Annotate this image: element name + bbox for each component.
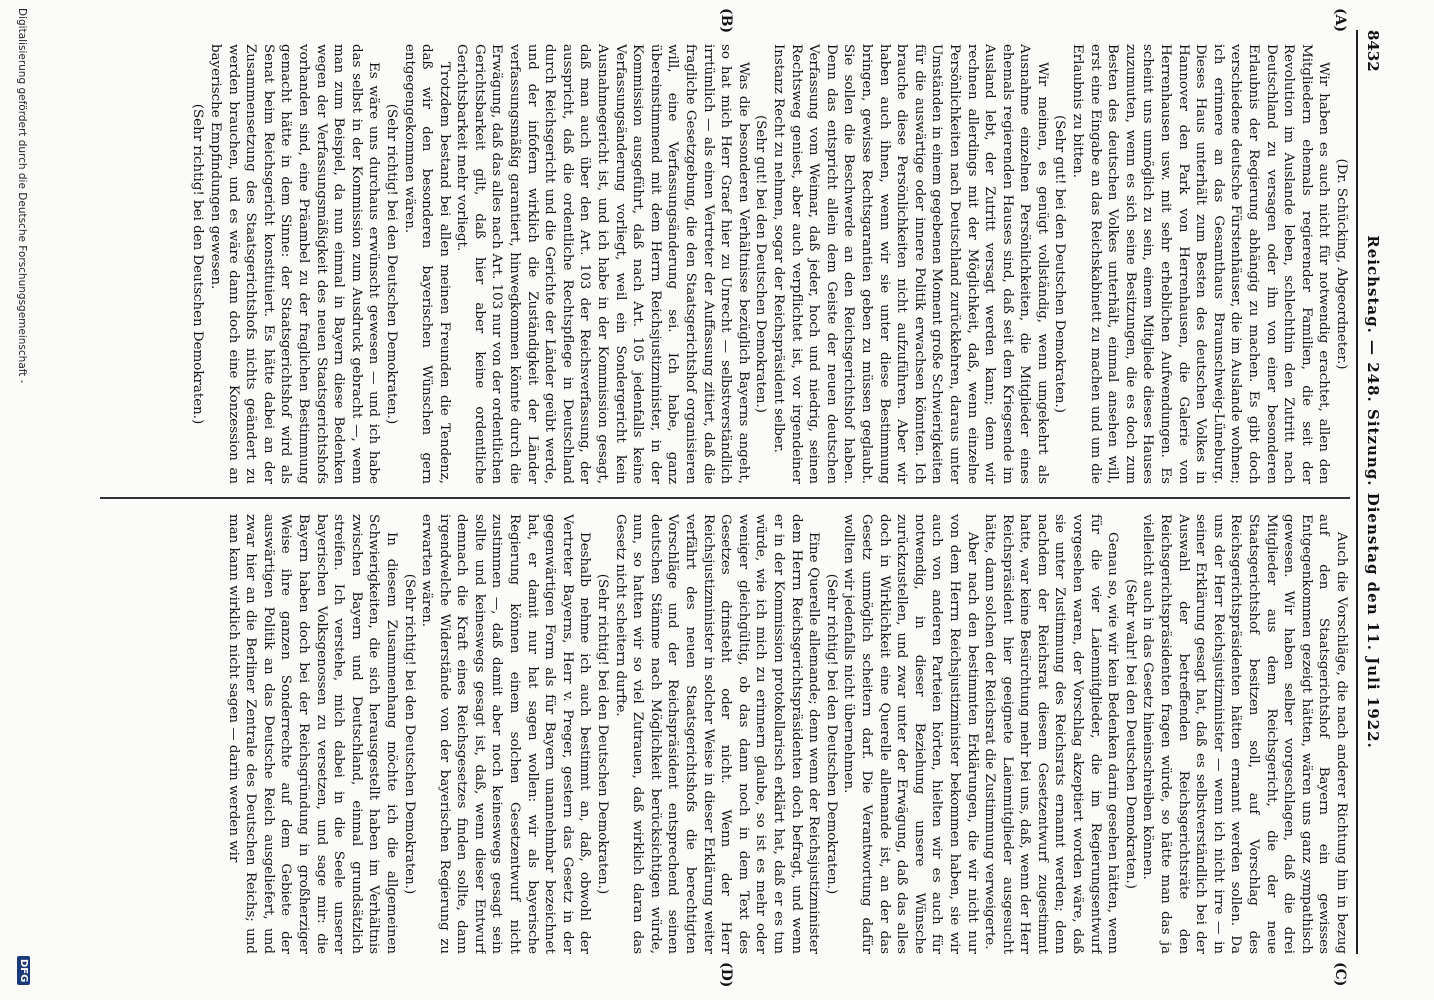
paragraph: Wir haben es auch nicht für notwendig erachtet, allen den Mitgliedern ehemals regierender Familien, die seit der Revolution im Auslande leben, schlechthin den Zutritt nach Deutschland zu versagen oder ihn von einer besonderen Erlaubnis der Regierung abhängig zu machen. Es gibt doch verschiedene deutsche Fürstenhäuser, die im Auslande wohnen; ich erinnere an das Gesamthaus Braunschweig-Lüneburg. Dieses Haus unterhält zum Besten des deutschen Volkes in Hannover den Park von Herrenhausen, die Galerie von Herrenhausen usw. mit sehr erheblichen Aufwendungen. Es scheint uns unmöglich zu sein, einem Mitgliede dieses Hauses zuzumuten, wenn es sich seine Besitzungen, die es doch zum Besten des deutschen Volkes unterhält, einmal ansehen will, erst eine Eingabe an das Reichskabinett zu machen und um die Erlaubnis zu bitten.: [1070, 44, 1332, 484]
column-divider: [100, 497, 1350, 499]
paragraph: Wir meinen, es genügt vollständig, wenn umgekehrt als Ausnahme einzelnen Persönlichkeiten, die Mitglieder eines ehemals regierenden Hauses sind, daß seit dem Kriegsende im Ausland lebt, der Zutritt versagt werden kann; denn wir rechnen allerdings mit der Möglichkeit, daß, wenn einzelne Persönlichkeiten nach Deutschland zurückkehren, daraus unter Umständen in einem gegebenen Moment große Schwierigkeiten für die auswärtige oder innere Politik erwachsen könnten. Ich brauche diese Persönlichkeiten nicht aufzuführen. Aber wir haben auch ihnen, wenn wir sie unter diese Bestimmung bringen, gewisse Rechtsgarantien geben zu müssen geglaubt. Sie sollen die Beschwerde an den Reichsgerichtshof haben. Denn das entspricht allein dem Geiste der neuen deutschen Verfassung vom Weimar, daß jeder, hoch und niedrig, seinen Rechtsweg geniest, aber auch verpflichtet ist, vor irgendeiner Instanz Recht zu nehmen, sogar der Reichspräsident selber.: [771, 44, 1050, 484]
header-rule: [1356, 30, 1358, 954]
paragraph: Was die besonderen Verhältnisse bezüglich Bayerns angeht, so hat mich Herr Graef hier zu Unrecht — selbstverständlich irrtümlich — als einen Vertreter der Auffassung zitiert, daß die fragliche Gesetzgebung, die den Staatsgerichtshof organisieren will, eine Verfassungsänderung sei. Ich habe, ganz übereinstimmend mit dem Herrn Reichsjustizminister, in der Kommission ausgeführt, daß nach Art. 105 jedenfalls keine Verfassungsänderung vorliegt, weil ein Sondergericht kein Ausnahmegericht ist, und ich habe in der Kommission gesagt, daß man auch über den Art. 103 der Reichsverfassung, der ausspricht, daß die ordentliche Rechtspflege in Deutschland durch Reichsgericht und die Gerichte der Länder geübt werde, und der infofern wirklich die Zuständigkeit der Länder verfassungsmäßig garantiert, hinwegkommen könnte durch die Erwägung, daß das alles nach Art. 103 nur von der ordentlichen Gerichtsbarkeit gilt, daß hier aber keine ordentliche Gerichtsbarkeit mehr vorliegt.: [454, 44, 751, 484]
interjection: (Sehr richtig! bei den Deutschen Demokraten.): [401, 573, 417, 895]
left-column: [100, 44, 1350, 484]
funding-note: Digitalisierung gefördert durch die Deutsche Forschungsgemeinschaft -: [16, 8, 28, 384]
page-header: [1358, 30, 1388, 954]
margin-marker-a: (A): [1332, 8, 1348, 33]
interjection: (Sehr richtig! bei den Deutschen Demokraten.): [823, 573, 839, 895]
running-title: Reichstag. — 248. Sitzung. Dienstag den 11. Juli 1922.: [1364, 235, 1382, 749]
paragraph: In diesem Zusammenhang möchte ich die allgemeinen Schwierigkeiten, die sich herausgestellt haben im Verhältnis zwischen Bayern und Deutschland, einmal grundsätzlich streifen. Ich verstehe, mich dabei in die Seele unserer bayerischen Volksgenossen zu versetzen, und sage mir: die Bayern haben doch bei der Reichsgründung in großherziger Weise ihre ganzen Sonderrechte auf dem Gebiete der auswärtigen Politik an das Deutsche Reich ausgeliefert, und zwar hier an die Berliner Zentrale des Deutschen Reichs; und man kann wirklich nicht sagen — darin werden wir: [225, 514, 399, 954]
paragraph: Genau so, wie wir kein Bedenken darin gesehen hätten, wenn für die vier Laienmitglieder, die im Regierungsentwurf vorgesehen waren, der Vorschlag akzeptiert worden wäre, daß sie unter Zustimmung des Reichsrats ernannt werden; denn nachdem der Reichsrat diesem Gesetzentwurf zugestimmt hatte, war keine Besürchtung mehr bei uns, daß, wenn der Herr Reichspräsident hier geeignete Laienmitglieder ausgesucht hätte, dann solchen der Reichsrat die Zustimmung verweigerte.: [982, 514, 1121, 954]
interjection: (Sehr richtig! bei den Deutschen Demokraten.): [383, 103, 399, 425]
interjection: (Sehr wahr! bei den Deutschen Demokraten.): [1122, 579, 1138, 889]
paragraph: Trotzdem bestand bei allen meinen Freunden die Tendenz, daß wir den besonderen bayerischen Wünschen gern entgegengekommen wären.: [401, 44, 452, 484]
margin-marker-c: (C): [1332, 962, 1348, 987]
digitization-footer: [6, 0, 32, 1000]
paragraph: Eine Querelle allemande; denn wenn der Reichsjustizminister dem Herrn Reichsgerichtspräsidenten doch befragt, und wenn er in der Kommission protokollarisch erklärt hat, daß er es tun würde, wie ich mich zu erinnern glaube, so ist es mehr oder weniger gleichgültig, ob das dann noch in dem Text des Gesetzes drinsteht oder nicht. Wenn der Herr Reichsjustizminister in solcher Weise in dieser Erklärung weiter verfährt des neuen Staatsgerichtshofs die berechtigten Vorschläge und der Reichspräsident entsprechend seinen deutschen Stämme nach Möglichkeit berücksichtigen würde, nun, so hatten wir so viel Zutrauen, daß wirklich daran das Gesetz nicht scheitern durfte.: [612, 514, 822, 954]
right-column: [100, 514, 1350, 954]
interjection: (Sehr richtig! bei den Deutschen Demokraten.): [595, 573, 611, 895]
paragraph: Aber nach den bestimmten Erklärungen, die wir nicht nur von dem Herrn Reichsjustizminister bekommen haben, sie wir auch von anderen Parteien hörten, hielten wir es auch für notwendig, in dieser Beziehung unsere Wünsche zurückzustellen, und zwar unter der Erwägung, daß das alles doch in Wirklichkeit eine Querelle allemande ist, an der das Gesetz unmöglich scheitern darf. Die Verantwortung dafür wollten wir jedenfalls nicht übernehmen.: [841, 514, 980, 954]
paragraph: Es wäre uns durchaus erwünscht gewesen — und ich habe das selbst in der Kommission zum Ausdruck gebracht —, wenn man zum Beispiel, da nun einmal in Bayern diese Bedenken wegen der Verfassungsmäßigkeit des neuen Staatsgerichtshofs vorhanden sind, eine Präambel zu der fraglichen Bestimmung gemacht hätte in dem Sinne: der Staatsgerichtshof wird als Senat beim Reichsgericht konstituiert. Es hätte dabei an der Zusammensetzung des Staatsgerichtshofs nichts geändert zu werden brauchen, und es wäre dann doch eine Konzession an bayerische Empfindungen gewesen.: [208, 44, 382, 484]
speaker-line: (Dr. Schücking, Abgeordneter.): [1334, 158, 1349, 370]
paragraph: Auch die Vorschläge, die nach anderer Richtung hin in bezug auf den Staatsgerichtshof Bayern ein gewisses Entgegenkommen gezeigt hätten, wären uns ganz sympathisch gewesen. Wir haben selber vorgeschlagen, daß die drei Mitglieder aus dem Reichsgericht, die der neue Staatsgerichtshof besitzen soll, auf Vorschlag des Reichsgerichtspräsidenten hätten ernannt werden sollen. Da uns der Herr Reichsjustizminister — wenn ich nicht irre — in seiner Erklärung gesagt hat, daß es selbstverständlich bei der Auswahl der betreffenden Reichsgerichtsräte den Reichsgerichtspräsidenten fragen würde, so hätte man das ja vielleicht auch in das Gesetz hineinschreiben können.: [1140, 514, 1349, 954]
interjection: (Sehr gut! bei den Deutschen Demokraten.): [753, 114, 769, 414]
margin-marker-b: (B): [718, 8, 734, 34]
page-number: 8432: [1364, 30, 1382, 72]
margin-marker-d: (D): [718, 962, 734, 988]
interjection: (Sehr richtig! bei den Deutschen Demokraten.): [190, 103, 206, 425]
interjection: (Sehr gut! bei den Deutschen Demokraten.): [1052, 114, 1068, 414]
dfg-logo: DFG: [17, 956, 30, 985]
paragraph: Deshalb nehme ich auch bestimmt an, daß, obwohl der Vertreter Bayerns, Herr v. Preger, gestern das Gesetz in der gegenwärtigen Form als für Bayern unannehmbar bezeichnet hat, er damit nur hat sagen wollen: wir als bayerische Regierung können einem solchen Gesetzentwurf nicht zustimmen —, daß damit aber noch keineswegs gesagt sein sollte und keineswegs gesagt ist, daß, wenn dieser Entwurf demnach die Kraft eines Reichsgesetzes finden sollte, dann irgendwelche Widerstände von der bayerischen Regierung zu erwarten wären.: [419, 514, 593, 954]
